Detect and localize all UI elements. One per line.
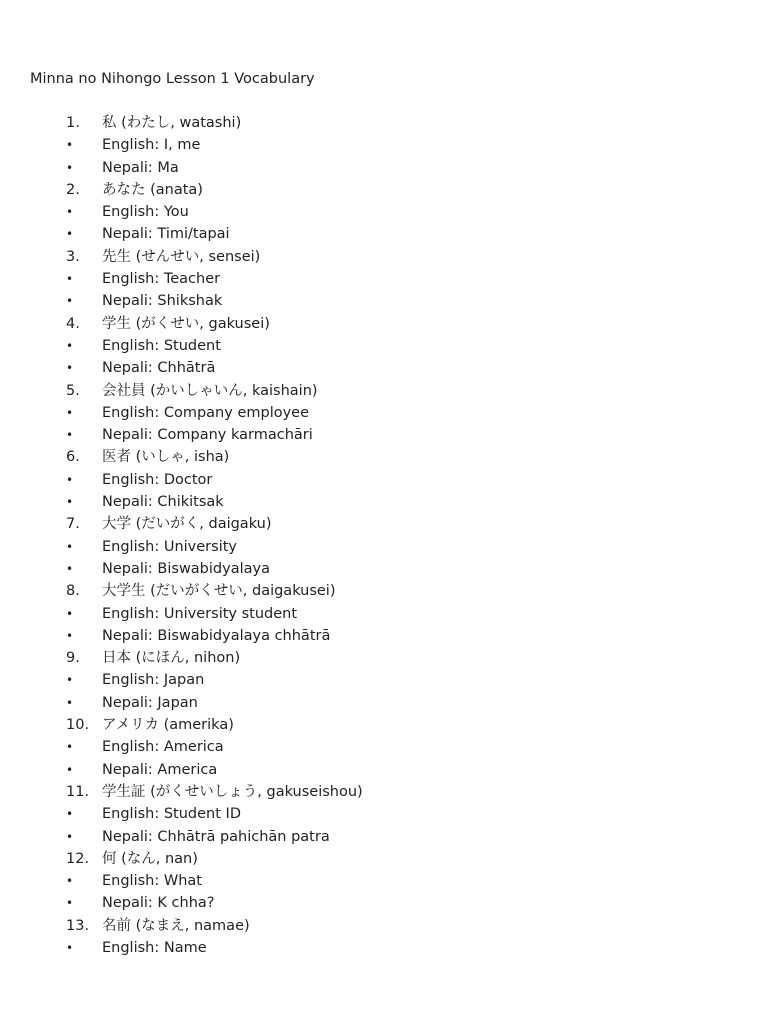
- vocab-nepali-row: [0, 357, 768, 379]
- bullet-icon: •: [66, 361, 74, 376]
- vocab-nepali-meaning: Nepali: Chhātrā: [102, 360, 216, 377]
- vocab-nepali-row: [0, 759, 768, 781]
- bullet-icon: •: [66, 606, 74, 621]
- list-number: 1.: [66, 115, 80, 131]
- vocab-word: 医者 (いしゃ, isha): [102, 449, 230, 466]
- vocab-english-row: [0, 201, 768, 223]
- vocab-nepali-meaning: Nepali: America: [102, 761, 218, 778]
- bullet-icon: •: [66, 561, 74, 576]
- vocab-english-row: [0, 402, 768, 424]
- bullet-icon: •: [66, 874, 74, 889]
- vocab-word: 学生証 (がくせいしょう, gakuseishou): [102, 783, 363, 800]
- vocab-english-row: [0, 870, 768, 892]
- list-number: 2.: [66, 181, 80, 198]
- bullet-icon: •: [66, 294, 74, 309]
- vocab-english-meaning: English: What: [102, 873, 202, 890]
- vocab-english-row: [0, 335, 768, 357]
- vocab-word-row: [0, 446, 768, 468]
- bullet-icon: •: [66, 160, 74, 175]
- vocab-english-row: [0, 268, 768, 290]
- list-number: 5.: [66, 382, 80, 399]
- bullet-icon: •: [66, 807, 74, 822]
- vocab-nepali-row: [0, 424, 768, 446]
- bullet-icon: •: [66, 205, 74, 220]
- vocab-word-row: [0, 313, 768, 335]
- list-number: 8.: [66, 583, 80, 600]
- bullet-icon: •: [66, 896, 74, 911]
- vocab-nepali-row: [0, 223, 768, 245]
- vocab-nepali-meaning: Nepali: Chhātrā pahichān patra: [102, 828, 330, 845]
- vocabulary-list: [0, 112, 768, 959]
- vocab-word: 日本 (にほん, nihon): [102, 650, 241, 667]
- bullet-icon: •: [66, 138, 74, 153]
- bullet-icon: •: [66, 628, 74, 643]
- vocab-nepali-row: [0, 290, 768, 312]
- vocab-word-row: [0, 848, 768, 870]
- vocab-english-meaning: English: You: [102, 204, 189, 221]
- vocab-english-meaning: English: Name: [102, 939, 207, 956]
- vocab-english-meaning: English: Student ID: [102, 806, 241, 823]
- vocab-nepali-meaning: Nepali: Ma: [102, 159, 179, 176]
- vocab-word-row: [0, 380, 768, 402]
- vocab-nepali-row: [0, 892, 768, 914]
- vocab-nepali-meaning: Nepali: Biswabidyalaya chhātrā: [102, 627, 331, 644]
- vocab-word: 大学生 (だいがくせい, daigakusei): [102, 583, 336, 600]
- vocab-word-row: [0, 647, 768, 669]
- vocab-word-row: [0, 714, 768, 736]
- vocab-english-meaning: English: Student: [102, 337, 221, 354]
- vocab-nepali-meaning: Nepali: Company karmachāri: [102, 427, 313, 444]
- vocab-nepali-row: [0, 625, 768, 647]
- vocab-english-meaning: English: America: [102, 739, 224, 756]
- vocab-english-row: [0, 603, 768, 625]
- bullet-icon: •: [66, 428, 74, 443]
- vocab-word: あなた (anata): [102, 181, 203, 198]
- vocab-english-row: [0, 669, 768, 691]
- bullet-icon: •: [66, 495, 74, 510]
- bullet-icon: •: [66, 762, 74, 777]
- bullet-icon: •: [66, 673, 74, 688]
- vocab-nepali-meaning: Nepali: Biswabidyalaya: [102, 560, 270, 577]
- list-number: 10.: [66, 717, 90, 734]
- vocab-english-meaning: English: Teacher: [102, 271, 221, 288]
- vocab-nepali-meaning: Nepali: Chikitsak: [102, 494, 224, 511]
- vocab-english-meaning: English: Doctor: [102, 471, 213, 488]
- vocab-nepali-row: [0, 826, 768, 848]
- bullet-icon: •: [66, 740, 74, 755]
- vocab-english-row: [0, 937, 768, 959]
- vocab-english-meaning: English: I, me: [102, 137, 201, 154]
- vocab-english-meaning: English: Japan: [102, 672, 205, 689]
- list-number: 9.: [66, 650, 80, 667]
- vocab-word-row: [0, 513, 768, 535]
- bullet-icon: •: [66, 695, 74, 710]
- vocab-word: 先生 (せんせい, sensei): [102, 248, 261, 265]
- vocab-nepali-row: [0, 157, 768, 179]
- document-title: Minna no Nihongo Lesson 1 Vocabulary: [30, 71, 315, 87]
- list-number: 11.: [66, 783, 90, 800]
- list-number: 3.: [66, 248, 80, 265]
- vocab-english-row: [0, 134, 768, 156]
- vocab-nepali-row: [0, 491, 768, 513]
- bullet-icon: •: [66, 338, 74, 353]
- vocab-nepali-meaning: Nepali: Timi/tapai: [102, 226, 230, 243]
- vocab-word-row: [0, 781, 768, 803]
- vocab-english-meaning: English: University student: [102, 605, 298, 622]
- vocab-word: 大学 (だいがく, daigaku): [102, 516, 272, 533]
- vocab-word: 私 (わたし, watashi): [102, 115, 242, 131]
- vocab-word: 何 (なん, nan): [102, 850, 198, 867]
- vocab-nepali-meaning: Nepali: Shikshak: [102, 293, 223, 310]
- vocab-english-row: [0, 736, 768, 758]
- vocab-word-row: [0, 580, 768, 602]
- vocab-word: 学生 (がくせい, gakusei): [102, 315, 270, 332]
- vocab-nepali-meaning: Nepali: Japan: [102, 694, 198, 711]
- bullet-icon: •: [66, 272, 74, 287]
- bullet-icon: •: [66, 940, 74, 955]
- vocab-word: 名前 (なまえ, namae): [102, 917, 250, 934]
- vocab-nepali-row: [0, 558, 768, 580]
- bullet-icon: •: [66, 539, 74, 554]
- vocab-english-meaning: English: Company employee: [102, 404, 310, 421]
- bullet-icon: •: [66, 829, 74, 844]
- list-number: 7.: [66, 516, 80, 533]
- list-number: 12.: [66, 850, 90, 867]
- vocab-english-row: [0, 803, 768, 825]
- bullet-icon: •: [66, 227, 74, 242]
- vocab-word-row: [0, 112, 768, 134]
- vocab-nepali-meaning: Nepali: K chha?: [102, 895, 215, 912]
- vocab-english-meaning: English: University: [102, 538, 237, 555]
- vocab-english-row: [0, 469, 768, 491]
- vocab-word: 会社員 (かいしゃいん, kaishain): [102, 382, 318, 399]
- vocab-word-row: [0, 179, 768, 201]
- list-number: 13.: [66, 917, 90, 934]
- list-number: 4.: [66, 315, 80, 332]
- vocab-word-row: [0, 246, 768, 268]
- bullet-icon: •: [66, 405, 74, 420]
- vocab-word: アメリカ (amerika): [102, 717, 234, 734]
- vocab-word-row: [0, 915, 768, 937]
- list-number: 6.: [66, 449, 80, 466]
- vocab-english-row: [0, 536, 768, 558]
- vocab-nepali-row: [0, 692, 768, 714]
- bullet-icon: •: [66, 472, 74, 487]
